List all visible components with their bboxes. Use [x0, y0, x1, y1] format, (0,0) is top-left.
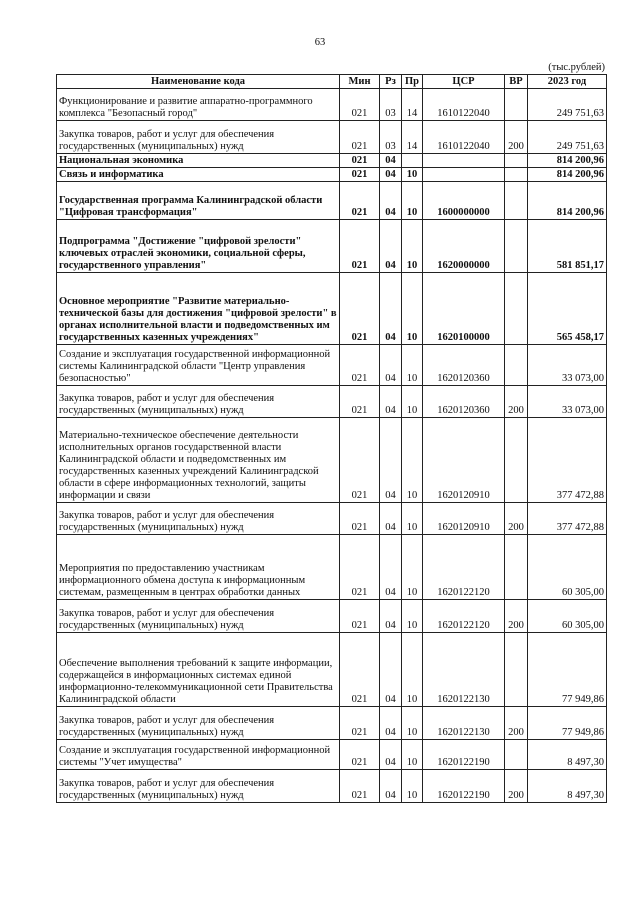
table-row: [57, 535, 607, 600]
cell-min: 021: [340, 633, 380, 707]
cell-amount: 33 073,00: [528, 345, 607, 386]
cell-min: 021: [340, 707, 380, 740]
cell-csr: 1620122120: [423, 600, 505, 633]
cell-csr: 1620100000: [423, 273, 505, 345]
cell-csr: 1610122040: [423, 121, 505, 154]
cell-name: Закупка товаров, работ и услуг для обеспечения государственных (муниципальных) нужд: [57, 600, 340, 633]
table-row: [57, 633, 607, 707]
cell-name: Создание и эксплуатация государственной информационной системы "Учет имущества": [57, 740, 340, 770]
cell-amount: 377 472,88: [528, 418, 607, 503]
cell-min: 021: [340, 273, 380, 345]
cell-vr: [505, 535, 528, 600]
cell-amount: 814 200,96: [528, 182, 607, 220]
table-row: [57, 121, 607, 154]
cell-amount: 249 751,63: [528, 121, 607, 154]
cell-amount: 814 200,96: [528, 154, 607, 168]
cell-amount: 60 305,00: [528, 535, 607, 600]
page-number: 63: [314, 37, 326, 48]
cell-rz: 04: [380, 740, 402, 770]
cell-rz: 03: [380, 89, 402, 121]
cell-min: 021: [340, 345, 380, 386]
cell-rz: 04: [380, 182, 402, 220]
cell-rz: 03: [380, 121, 402, 154]
cell-pr: 10: [402, 345, 423, 386]
header-min: Мин: [340, 75, 380, 89]
table-row: [57, 273, 607, 345]
cell-rz: 04: [380, 168, 402, 182]
table-row: [57, 154, 607, 168]
table-row: [57, 89, 607, 121]
cell-csr: 1620122130: [423, 633, 505, 707]
cell-min: 021: [340, 535, 380, 600]
cell-rz: 04: [380, 154, 402, 168]
cell-csr: 1620120360: [423, 386, 505, 418]
cell-amount: 581 851,17: [528, 220, 607, 273]
cell-amount: 8 497,30: [528, 740, 607, 770]
cell-csr: 1620122190: [423, 740, 505, 770]
cell-vr: [505, 418, 528, 503]
header-csr: ЦСР: [423, 75, 505, 89]
cell-name: Национальная экономика: [57, 154, 340, 168]
cell-name: Закупка товаров, работ и услуг для обеспечения государственных (муниципальных) нужд: [57, 707, 340, 740]
cell-name: Обеспечение выполнения требований к защите информации, содержащейся в информационных системах единой информационно-телекоммуникационной сети Правительства Калининградской области: [57, 633, 340, 707]
cell-csr: 1620000000: [423, 220, 505, 273]
cell-min: 021: [340, 121, 380, 154]
cell-min: 021: [340, 168, 380, 182]
cell-min: 021: [340, 740, 380, 770]
cell-pr: 10: [402, 168, 423, 182]
cell-name: Закупка товаров, работ и услуг для обеспечения государственных (муниципальных) нужд: [57, 503, 340, 535]
cell-rz: 04: [380, 535, 402, 600]
cell-min: 021: [340, 89, 380, 121]
cell-amount: 814 200,96: [528, 168, 607, 182]
cell-vr: 200: [505, 503, 528, 535]
header-year: 2023 год: [528, 75, 607, 89]
cell-name: Связь и информатика: [57, 168, 340, 182]
header-vr: ВР: [505, 75, 528, 89]
cell-csr: 1620122130: [423, 707, 505, 740]
cell-vr: 200: [505, 600, 528, 633]
table-row: [57, 707, 607, 740]
cell-vr: [505, 740, 528, 770]
table-row: [57, 740, 607, 770]
cell-name: Закупка товаров, работ и услуг для обеспечения государственных (муниципальных) нужд: [57, 121, 340, 154]
cell-name: Подпрограмма "Достижение "цифровой зрелости" ключевых отраслей экономики, социальной сферы, государственного управления": [57, 220, 340, 273]
cell-pr: 10: [402, 770, 423, 803]
cell-pr: 10: [402, 707, 423, 740]
cell-pr: 10: [402, 273, 423, 345]
cell-csr: 1610122040: [423, 89, 505, 121]
cell-pr: 10: [402, 633, 423, 707]
table-row: [57, 600, 607, 633]
cell-min: 021: [340, 770, 380, 803]
cell-rz: 04: [380, 770, 402, 803]
cell-rz: 04: [380, 345, 402, 386]
table-row: [57, 182, 607, 220]
cell-vr: [505, 345, 528, 386]
cell-pr: 10: [402, 600, 423, 633]
cell-vr: 200: [505, 707, 528, 740]
cell-amount: 8 497,30: [528, 770, 607, 803]
cell-csr: 1620122190: [423, 770, 505, 803]
cell-name: Мероприятия по предоставлению участникам информационного обмена доступа к информационным системам, размещенным в центрах обработки данных: [57, 535, 340, 600]
cell-pr: 14: [402, 89, 423, 121]
table-row: [57, 770, 607, 803]
cell-csr: 1620120360: [423, 345, 505, 386]
cell-vr: [505, 220, 528, 273]
cell-rz: 04: [380, 633, 402, 707]
cell-pr: 10: [402, 386, 423, 418]
cell-csr: 1620120910: [423, 503, 505, 535]
cell-vr: [505, 273, 528, 345]
budget-table: [56, 74, 607, 803]
table-row: [57, 220, 607, 273]
header-rz: Рз: [380, 75, 402, 89]
cell-amount: 33 073,00: [528, 386, 607, 418]
header-pr: Пр: [402, 75, 423, 89]
cell-min: 021: [340, 503, 380, 535]
cell-vr: [505, 154, 528, 168]
cell-rz: 04: [380, 220, 402, 273]
cell-pr: 10: [402, 182, 423, 220]
cell-rz: 04: [380, 273, 402, 345]
unit-label: (тыс.рублей): [548, 62, 605, 73]
cell-csr: [423, 168, 505, 182]
cell-rz: 04: [380, 600, 402, 633]
cell-pr: 10: [402, 740, 423, 770]
cell-min: 021: [340, 182, 380, 220]
cell-pr: 10: [402, 503, 423, 535]
cell-vr: [505, 633, 528, 707]
cell-amount: 249 751,63: [528, 89, 607, 121]
cell-rz: 04: [380, 707, 402, 740]
cell-rz: 04: [380, 386, 402, 418]
cell-min: 021: [340, 418, 380, 503]
cell-csr: 1620122120: [423, 535, 505, 600]
cell-vr: 200: [505, 386, 528, 418]
cell-rz: 04: [380, 503, 402, 535]
cell-vr: [505, 182, 528, 220]
cell-rz: 04: [380, 418, 402, 503]
cell-name: Основное мероприятие "Развитие материально-технической базы для достижения "цифровой зрелости" в органах исполнительной власти и подведомственных им государственных казенных учреждениях": [57, 273, 340, 345]
cell-vr: 200: [505, 121, 528, 154]
cell-pr: [402, 154, 423, 168]
cell-min: 021: [340, 220, 380, 273]
cell-pr: 10: [402, 418, 423, 503]
cell-amount: 377 472,88: [528, 503, 607, 535]
cell-pr: 10: [402, 535, 423, 600]
cell-vr: 200: [505, 770, 528, 803]
cell-name: Функционирование и развитие аппаратно-программного комплекса "Безопасный город": [57, 89, 340, 121]
cell-pr: 14: [402, 121, 423, 154]
cell-name: Закупка товаров, работ и услуг для обеспечения государственных (муниципальных) нужд: [57, 386, 340, 418]
table-row: [57, 418, 607, 503]
cell-min: 021: [340, 386, 380, 418]
cell-vr: [505, 89, 528, 121]
cell-amount: 565 458,17: [528, 273, 607, 345]
cell-pr: 10: [402, 220, 423, 273]
cell-amount: 60 305,00: [528, 600, 607, 633]
cell-name: Материально-техническое обеспечение деятельности исполнительных органов государственной власти Калининградской области и подведомственных им государственных казенных учреждений Калининградской области в сфере информационных технологий, защиты информации и связи: [57, 418, 340, 503]
cell-vr: [505, 168, 528, 182]
cell-csr: 1600000000: [423, 182, 505, 220]
table-row: [57, 503, 607, 535]
cell-name: Государственная программа Калининградской области "Цифровая трансформация": [57, 182, 340, 220]
cell-csr: [423, 154, 505, 168]
cell-min: 021: [340, 600, 380, 633]
cell-min: 021: [340, 154, 380, 168]
cell-amount: 77 949,86: [528, 707, 607, 740]
header-name: Наименование кода: [57, 75, 340, 89]
table-row: [57, 386, 607, 418]
cell-csr: 1620120910: [423, 418, 505, 503]
cell-name: Закупка товаров, работ и услуг для обеспечения государственных (муниципальных) нужд: [57, 770, 340, 803]
table-row: [57, 345, 607, 386]
cell-amount: 77 949,86: [528, 633, 607, 707]
table-row: [57, 168, 607, 182]
header-row: [57, 75, 607, 89]
cell-name: Создание и эксплуатация государственной информационной системы Калининградской области "Центр управления безопасностью": [57, 345, 340, 386]
